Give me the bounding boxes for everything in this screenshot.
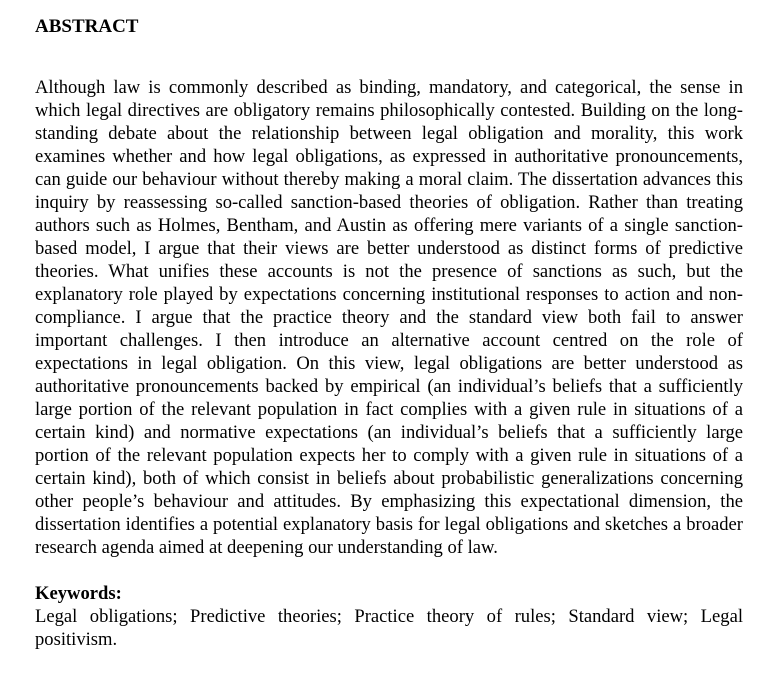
abstract-page: [35, 14, 743, 651]
keywords-text: Legal obligations; Predictive theories; Practice theory of rules; Standard view; Legal positivism.: [35, 606, 743, 650]
keywords-label: Keywords:: [35, 583, 122, 604]
abstract-heading: ABSTRACT: [35, 16, 139, 37]
abstract-body: Although law is commonly described as binding, mandatory, and categorical, the sense in which legal directives are obligatory remains philosophically contested. Building on the long-standing debate about the relationship between legal obligation and morality, this work examines whether and how legal obligations, as expressed in authoritative pronouncements, can guide our behaviour without thereby making a moral claim. The dissertation advances this inquiry by reassessing so-called sanction-based theories of obligation. Rather than treating authors such as Holmes, Bentham, and Austin as offering mere variants of a single sanction-based model, I argue that their views are better understood as distinct forms of predictive theories. What unifies these accounts is not the presence of sanctions as such, but the explanatory role played by expectations concerning institutional responses to action and non-compliance. I argue that the practice theory and the standard view both fail to answer important challenges. I then introduce an alternative account centred on the role of expectations in legal obligation. On this view, legal obligations are better understood as authoritative pronouncements backed by empirical (an individual’s beliefs that a sufficiently large portion of the relevant population in fact complies with a given rule in situations of a certain kind) and normative expectations (an individual’s beliefs that a sufficiently large portion of the relevant population expects her to comply with a given rule in situations of a certain kind), both of which consist in beliefs about probabilistic generalizations concerning other people’s behaviour and attitudes. By emphasizing this expectational dimension, the dissertation identifies a potential explanatory basis for legal obligations and sketches a broader research agenda aimed at deepening our understanding of law.: [35, 77, 743, 558]
